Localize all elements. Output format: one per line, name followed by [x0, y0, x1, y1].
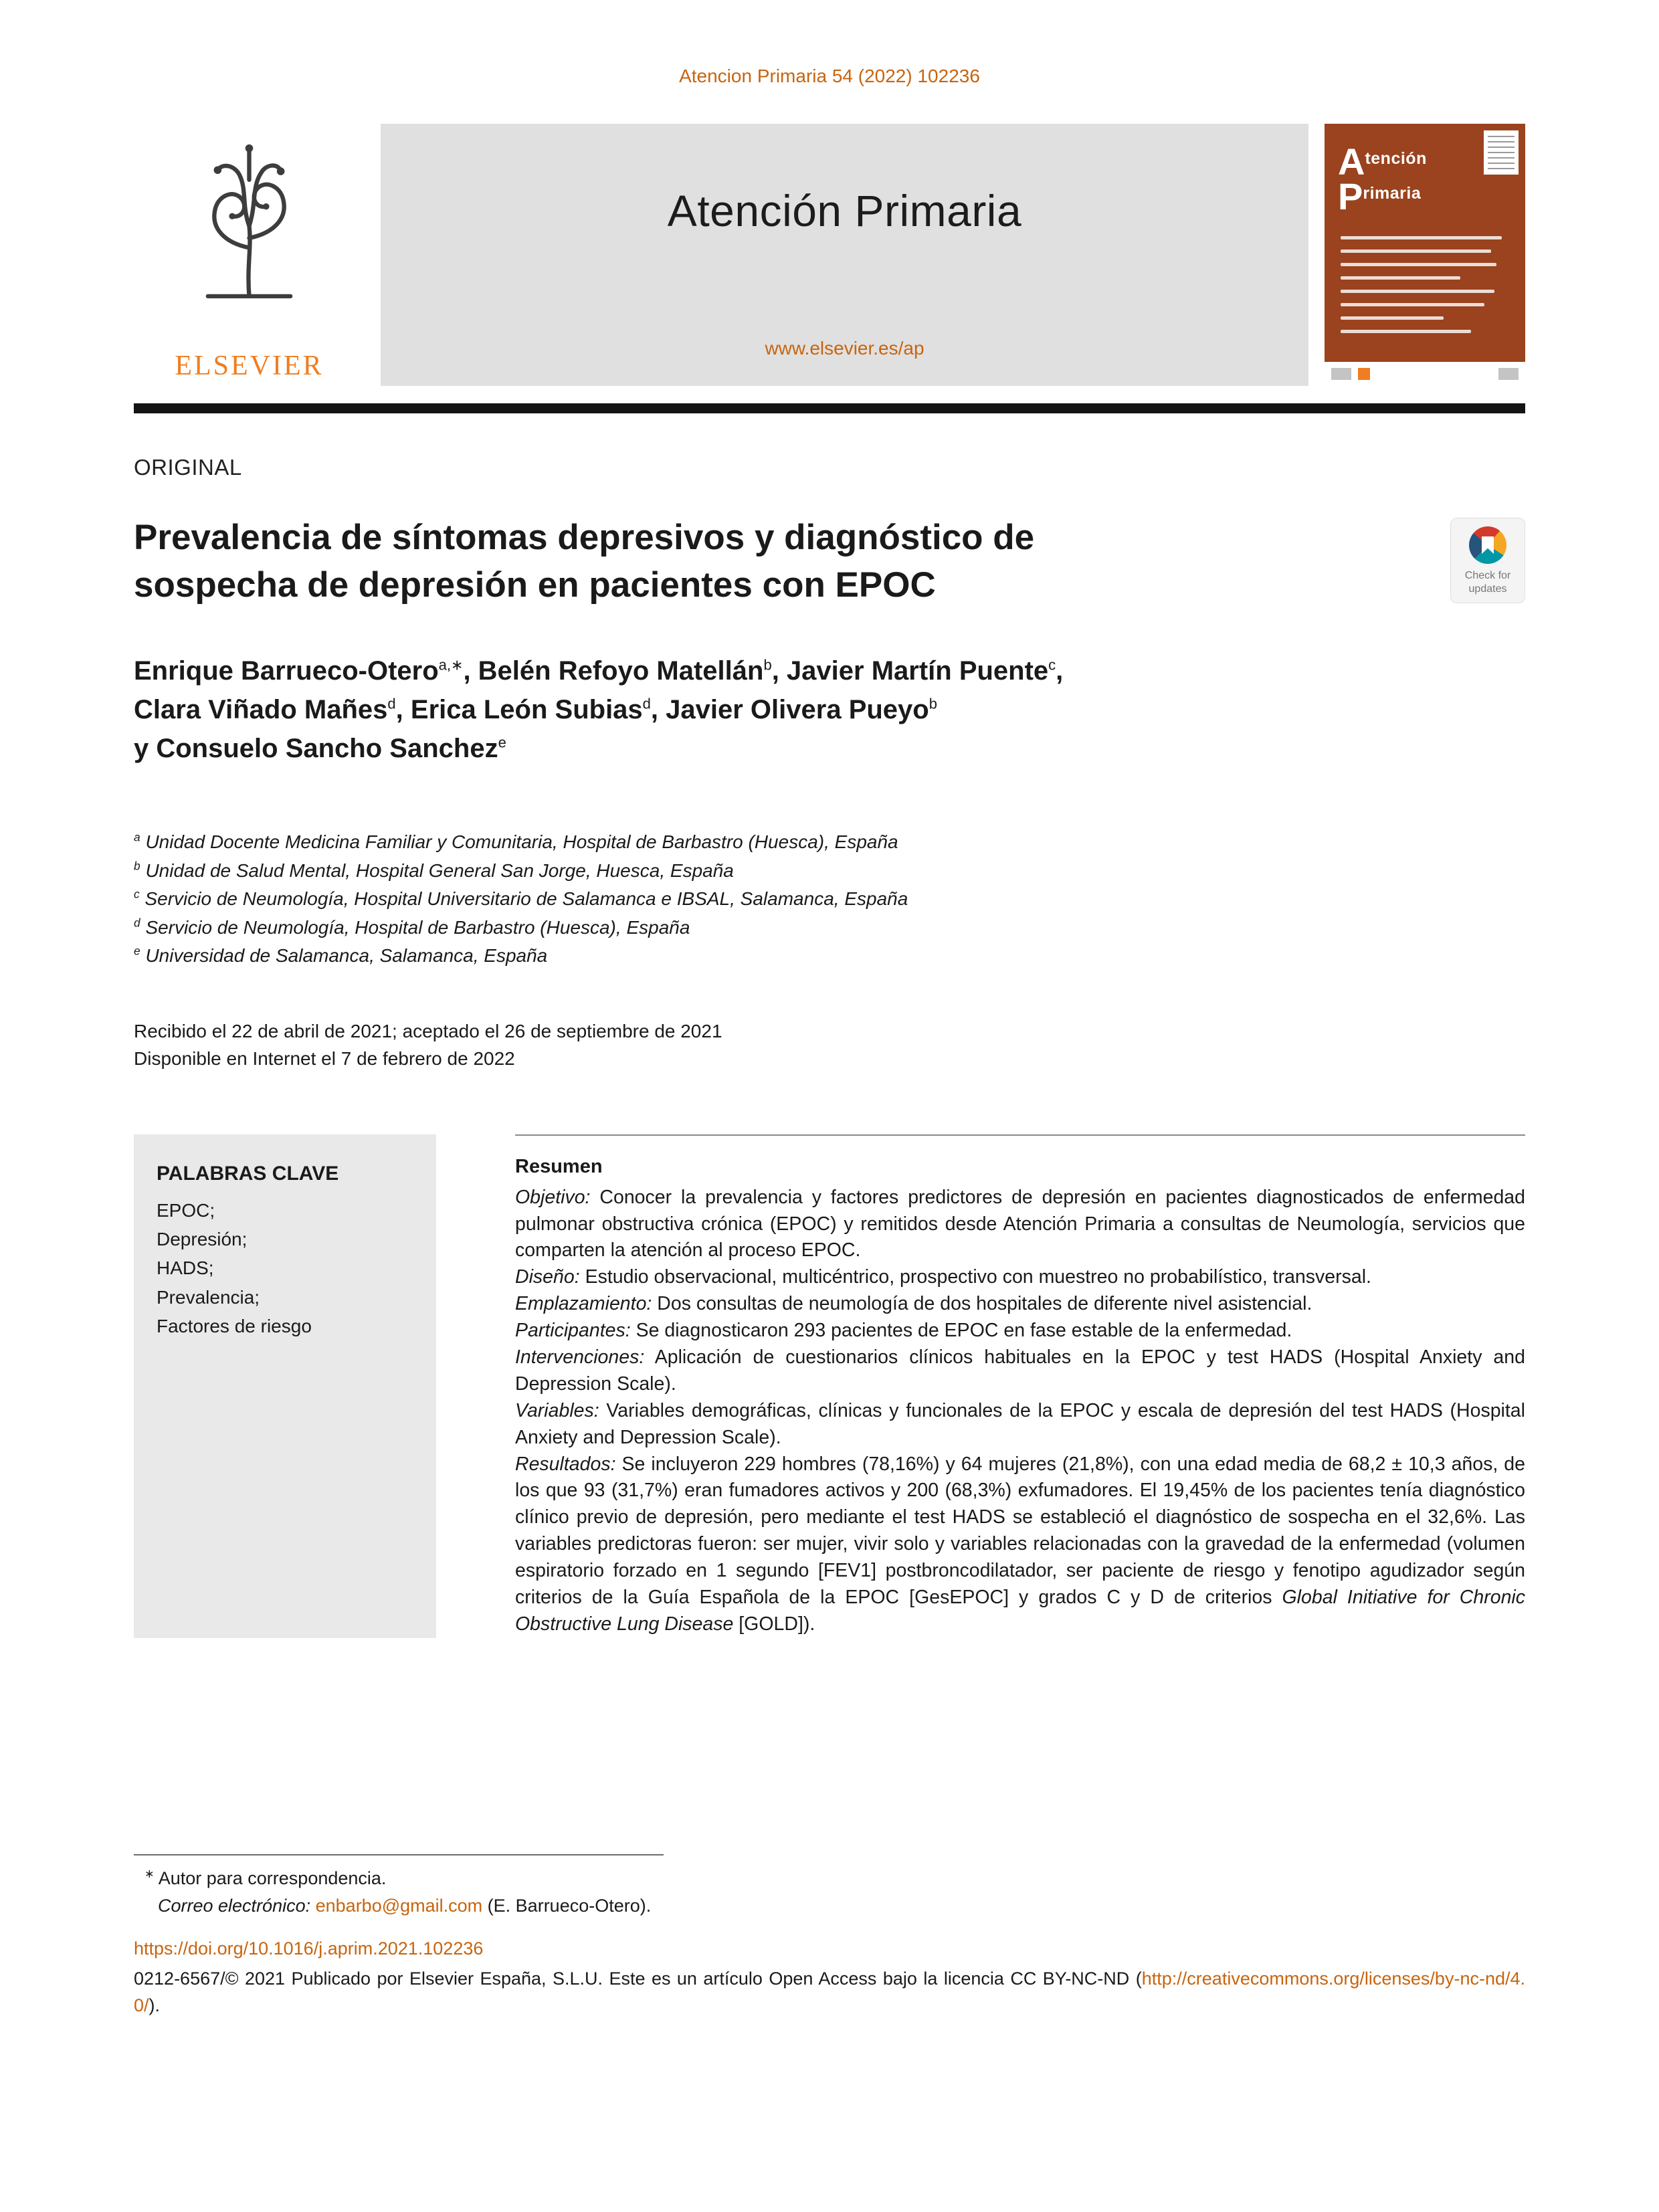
affiliation-marker: d: [134, 916, 140, 930]
keyword: Depresión;: [157, 1229, 248, 1250]
journal-cover-thumbnail: [1325, 124, 1525, 386]
author-affiliation-marker: c: [1048, 656, 1056, 674]
title-row: [134, 514, 1525, 609]
cover-text-lines: [1341, 236, 1512, 343]
cover-text-line: [1341, 236, 1502, 239]
crossmark-icon: [1469, 526, 1506, 564]
cover-logo-mark: [1331, 368, 1351, 380]
affiliation-marker: b: [134, 859, 140, 873]
abstract-heading: Resumen: [515, 1155, 603, 1177]
copyright-line: 0212-6567/© 2021 Publicado por Elsevier España, S.L.U. Este es un artículo Open Access bajo la licencia CC BY-NC-ND (http://creativecommons.org/licenses/by-nc-nd/4.0/).: [134, 1968, 1525, 2015]
received-date: Recibido el 22 de abril de 2021; aceptado el 26 de septiembre de 2021: [134, 1020, 722, 1041]
abstract-label: Emplazamiento:: [515, 1293, 652, 1315]
abstract-paragraph: Participantes: Se diagnosticaron 293 pacientes de EPOC en fase estable de la enfermedad.: [515, 1320, 1292, 1342]
keyword: EPOC;: [157, 1199, 215, 1221]
cover-text-line: [1341, 276, 1460, 280]
author: y Consuelo Sancho Sanchez$^e$: [134, 734, 506, 764]
affiliation-marker: c: [134, 887, 140, 901]
cover-letter: P: [1338, 175, 1363, 217]
author-affiliation-marker: b: [929, 695, 937, 712]
article-title: [134, 514, 1034, 609]
page-footer: [134, 1854, 1525, 2019]
author-affiliation-marker: a,∗: [438, 656, 464, 674]
cover-logo-mark: [1498, 368, 1519, 380]
keyword: Prevalencia;: [157, 1286, 260, 1308]
masthead: [134, 124, 1525, 386]
asterisk-marker: ∗: [144, 1867, 155, 1880]
email-line: Correo electrónico: enbarbo@gmail.com (E. Barrueco-Otero).: [158, 1895, 652, 1916]
affiliation: $^b$ Unidad de Salud Mental, Hospital General San Jorge, Huesca, España: [134, 859, 734, 881]
author-list: [134, 651, 1525, 768]
cover-text-line: [1341, 263, 1496, 266]
abstract-paragraph: Intervenciones: Aplicación de cuestionarios clínicos habituales en la EPOC y test HADS (Hospital Anxiety and Depression Scale).: [515, 1346, 1525, 1395]
corresponding-author-note: ∗ Autor para correspondencia.: [144, 1867, 387, 1888]
cover-text-line: [1341, 316, 1444, 320]
elsevier-logo: [134, 124, 365, 386]
article-title-line2: sospecha de depresión en pacientes con EPOC: [134, 565, 936, 605]
email-label: Correo electrónico:: [158, 1895, 311, 1916]
abstract-paragraph: Resultados: Se incluyeron 229 hombres (78,16%) y 64 mujeres (21,8%), con una edad media de 68,2 ± 10,3 años, de los que 93 (31,7%) eran fumadores activos y 200 (68,3%) exfumadores. El 19,45% de los pacientes tenía diagnóstico clínico previo de depresión, pero mediante el test HADS se estableció el diagnóstico de sospecha en el 32,6%. Las variables predictoras fueron: ser mujer, vivir solo y variables relacionadas con la gravedad de la enfermedad (volumen espiratorio forzado en 1 segundo [FEV1] postbroncodilatador, ser paciente de riesgo y fenotipo agudizador según criterios de la Guía Española de la EPOC [GesEPOC] y grados C y D de criterios Global Initiative for Chronic Obstructive Lung Disease [GOLD]).: [515, 1453, 1526, 1635]
cover-text-line: [1341, 330, 1471, 333]
author-affiliation-marker: d: [642, 695, 651, 712]
cover-word: rimaria: [1363, 184, 1422, 203]
author: Javier Olivera Pueyo$^b$: [666, 695, 937, 725]
italic-phrase: Global Initiative for Chronic Obstructive Lung Disease: [515, 1587, 1525, 1635]
cover-text-line: [1341, 249, 1491, 253]
journal-banner: [381, 124, 1308, 386]
article-dates: [134, 1017, 1525, 1073]
abstract-paragraph: Objetivo: Conocer la prevalencia y factores predictores de depresión en pacientes diagnosticados de enfermedad pulmonar obstructiva crónica (EPOC) y remitidos desde Atención Primaria a consultas de Neumología, servicios que comparten la atención al proceso EPOC.: [515, 1186, 1525, 1262]
affiliation: $^a$ Unidad Docente Medicina Familiar y Comunitaria, Hospital de Barbastro (Huesca), España: [134, 830, 898, 853]
cover-footer-strip: [1325, 362, 1525, 386]
abstract-label: Objetivo:: [515, 1186, 591, 1208]
abstract-paragraph: Emplazamiento: Dos consultas de neumología de dos hospitales de diferente nivel asistencial.: [515, 1293, 1312, 1315]
abstract-label: Intervenciones:: [515, 1346, 645, 1368]
crossmark-bookmark-icon: [1482, 536, 1494, 554]
journal-title: Atención Primaria: [667, 186, 1022, 235]
affiliation-marker: e: [134, 944, 140, 958]
affiliation: $^e$ Universidad de Salamanca, Salamanca, España: [134, 944, 548, 967]
cover-word: tención: [1365, 149, 1427, 168]
cover-text-line: [1341, 290, 1494, 293]
elsevier-tree-icon: [174, 126, 324, 312]
doi-link[interactable]: https://doi.org/10.1016/j.aprim.2021.102236: [134, 1938, 484, 1958]
author: Belén Refoyo Matellán$^b$,: [478, 656, 787, 686]
cover-issue-box: [1484, 130, 1519, 175]
author: Clara Viñado Mañes$^d$,: [134, 695, 411, 725]
cover-logo-mark: [1358, 368, 1370, 380]
license-link[interactable]: http://creativecommons.org/licenses/by-nc-nd/4.0/: [134, 1968, 1525, 2015]
badge-text-line2: updates: [1468, 583, 1507, 595]
affiliation: $^d$ Servicio de Neumología, Hospital de Barbastro (Huesca), España: [134, 916, 690, 938]
author-affiliation-marker: e: [498, 734, 506, 751]
check-for-updates-badge[interactable]: [1450, 518, 1525, 603]
keyword: HADS;: [157, 1258, 214, 1279]
affiliation-list: [134, 828, 1525, 971]
journal-url-link[interactable]: www.elsevier.es/ap: [765, 338, 924, 359]
abstract-paragraph: Variables: Variables demográficas, clínicas y funcionales de la EPOC y escala de depresión del test HADS (Hospital Anxiety and Depression Scale).: [515, 1399, 1525, 1448]
email-link[interactable]: enbarbo@gmail.com: [315, 1895, 483, 1916]
author-affiliation-marker: d: [387, 695, 396, 712]
abstract-label: Variables:: [515, 1399, 599, 1421]
abstract-label: Participantes:: [515, 1320, 631, 1342]
cover-text-line: [1341, 303, 1484, 306]
masthead-divider: [134, 403, 1525, 413]
author: Javier Martín Puente$^c$,: [786, 656, 1064, 686]
abstract-paragraph: Diseño: Estudio observacional, multicéntrico, prospectivo con muestreo no probabilístico, transversal.: [515, 1266, 1371, 1288]
available-online-date: Disponible en Internet el 7 de febrero de 2022: [134, 1048, 515, 1070]
affiliation-marker: a: [134, 830, 140, 844]
author: Enrique Barrueco-Otero$^{a,∗}$,: [134, 656, 478, 686]
article-title-line1: Prevalencia de síntomas depresivos y diagnóstico de: [134, 518, 1035, 557]
badge-text-line1: Check for: [1464, 570, 1511, 581]
author-affiliation-marker: b: [763, 656, 772, 674]
author: Erica León Subias$^d$,: [410, 695, 666, 725]
keywords-heading: PALABRAS CLAVE: [157, 1162, 339, 1185]
journal-citation[interactable]: Atencion Primaria 54 (2022) 102236: [679, 66, 980, 86]
section-label: ORIGINAL: [134, 455, 242, 480]
elsevier-wordmark: ELSEVIER: [175, 350, 324, 381]
keywords-box: [134, 1134, 436, 1638]
cover-letter: A: [1338, 140, 1365, 183]
abstract-section: [134, 1134, 1525, 1638]
keyword: Factores de riesgo: [157, 1316, 312, 1337]
affiliation: $^c$ Servicio de Neumología, Hospital Universitario de Salamanca e IBSAL, Salamanca, España: [134, 887, 908, 910]
footnote-divider: [134, 1854, 664, 1855]
abstract-label: Resultados:: [515, 1453, 616, 1475]
abstract-label: Diseño:: [515, 1266, 580, 1288]
abstract: [515, 1134, 1525, 1638]
